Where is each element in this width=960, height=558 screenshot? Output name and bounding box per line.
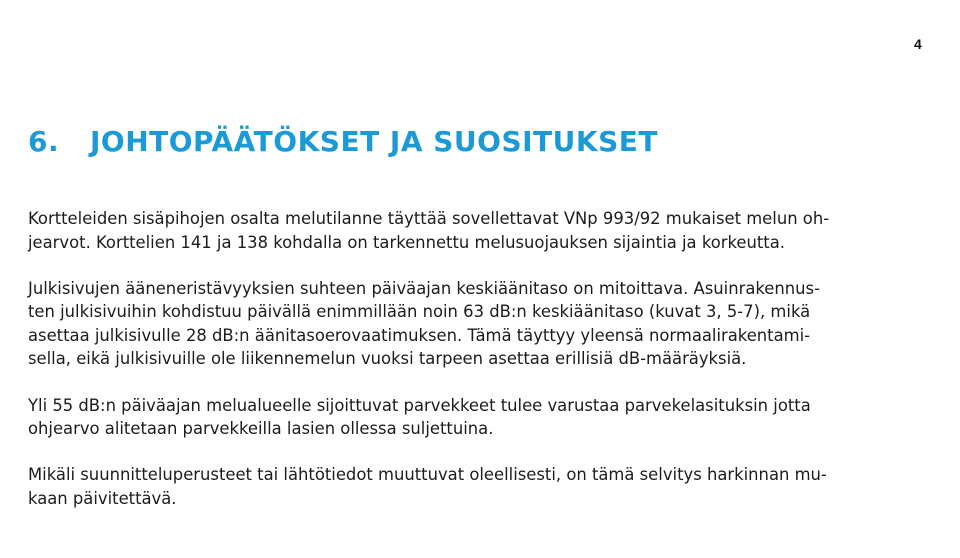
paragraph-facade-insulation xyxy=(28,277,928,371)
paragraph-line: Yli 55 dB:n päiväajan melualueelle sijoittuvat parvekkeet tulee varustaa parvekelasituksin jotta xyxy=(28,395,811,415)
paragraph-line: ohjearvo alitetaan parvekkeilla lasien ollessa suljettuina. xyxy=(28,419,494,439)
paragraph-line: ten julkisivuihin kohdistuu päivällä enimmillään noin 63 dB:n keskiäänitaso (kuvat 3, 5-7), mikä xyxy=(28,302,811,322)
section-title: JOHTOPÄÄTÖKSET JA SUOSITUKSET xyxy=(90,125,658,158)
paragraph-balcony-glazing xyxy=(28,394,928,441)
paragraph-line: asettaa julkisivulle 28 dB:n äänitasoerovaatimuksen. Tämä täyttyy yleensä normaalirakentami- xyxy=(28,325,811,345)
paragraph-update-note xyxy=(28,463,928,510)
section-heading xyxy=(28,125,658,158)
paragraph-line: sella, eikä julkisivuille ole liikennemelun vuoksi tarpeen asettaa erillisiä dB-määräyksiä. xyxy=(28,349,747,369)
paragraph-line: kaan päivitettävä. xyxy=(28,488,177,508)
page-number: 4 xyxy=(914,36,922,52)
paragraph-line: Julkisivujen ääneneristävyyksien suhteen päiväajan keskiäänitaso on mitoittava. Asuinrakennus- xyxy=(28,278,820,298)
paragraph-line: jearvot. Korttelien 141 ja 138 kohdalla on tarkennettu melusuojauksen sijaintia ja korkeutta. xyxy=(28,232,785,252)
section-number: 6. xyxy=(28,125,60,158)
body-text xyxy=(28,207,928,510)
paragraph-line: Mikäli suunnitteluperusteet tai lähtötiedot muuttuvat oleellisesti, on tämä selvitys harkinnan mu- xyxy=(28,465,827,485)
paragraph-courtyard-noise xyxy=(28,207,928,254)
paragraph-line: Kortteleiden sisäpihojen osalta melutilanne täyttää sovellettavat VNp 993/92 mukaiset melun oh- xyxy=(28,209,830,228)
